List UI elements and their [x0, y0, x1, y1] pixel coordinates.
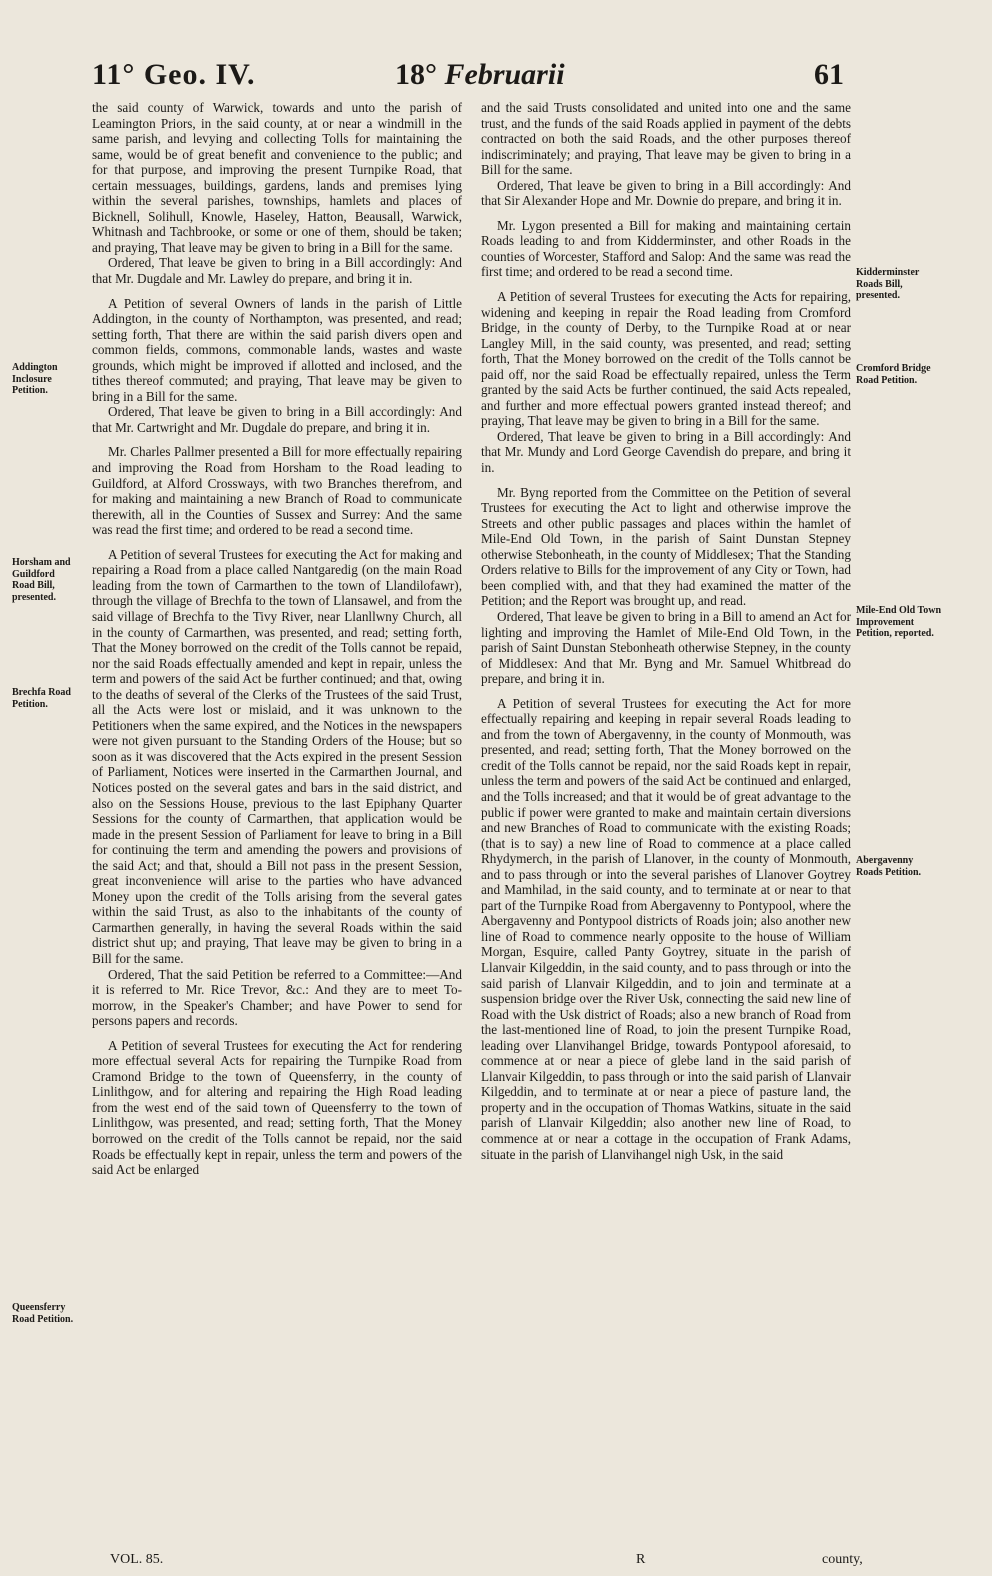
paragraph: A Petition of several Trustees for executing the Acts for repairing, widening and keeping in repair the Road leading from Cromford Bridge, in the county of Derby, to the Turnpike Road at or near Langley Mill, in the said county, was presented, and read; setting forth, That the Money borrowed on the credit of the Tolls cannot be paid off, nor the said Road be effectually repaired, unless the Term granted by the said Acts be further continued, the said Acts repealed, and further and more effectual powers granted instead thereof; and praying, That leave may be given to bring in a Bill for the same. [481, 289, 851, 429]
margin-note-brechfa: Brechfa Road Petition. [12, 687, 71, 710]
paragraph: Mr. Charles Pallmer presented a Bill for more effectually repairing and improving the Road from Horsham to the Road leading to Guildford, at Alford Crossways, with two Branches therefrom, and for making and maintaining a new Branch of Road to communicate therewith, all in the Counties of Sussex and Surrey: And the same was read the first time; and ordered to be read a second time. [92, 444, 462, 538]
paragraph: A Petition of several Trustees for executing the Act for making and repairing a Road from a place called Nantgaredig (on the main Road leading from the town of Carmarthen to the town of Llandilofawr), through the village of Brechfa to the town of Llansawel, and from the said village of Brechfa to the Tivy River, near Llanllwny Church, all in the county of Carmarthen, was presented, and read; setting forth, That the Money borrowed on the credit of the Tolls cannot be repaid, nor the said Roads effectually amended and kept in repair, unless the term and powers of the said Act be further continued; and that, owing to the deaths of several of the Clerks of the Trustees of the said Trust, all the Acts were lost or mislaid, and it was unknown to the Petitioners when the same expired, and the Notices in the newspapers were not given pursuant to the Standing Orders of the House; but so soon as it was discovered that the Acts expired in the present Session of Parliament, Notices were inserted in the Carmarthen Journal, and Notices posted on the several gates and bars in the said district, and also on the Sessions House, previous to the last Epiphany Quarter Sessions for the county of Carmarthen, that application would be made in the present Session of Parliament for leave to bring in a Bill for continuing the term and amending the powers and provisions of the said Act; and that, should a Bill not pass in the present Session, great inconvenience will arise to the parties who have advanced Money upon the credit of the Tolls arising from the several gates within the said Trust, as also to the inhabitants of the county of Carmarthen generally, in having the several Roads within the said district shut up; and praying, That leave may be given to bring in a Bill for the same. [92, 546, 462, 966]
margin-note-mileend: Mile-End Old Town Improvement Petition, reported. [856, 605, 942, 639]
paragraph: Mr. Byng reported from the Committee on the Petition of several Trustees for executing the Act to light and otherwise improve the Streets and other public passages and places within the hamlet of Mile-End Old Town, in the parish of Saint Dunstan Stepney otherwise Stebonheath, in the county of Middlesex; That the Standing Orders relative to Bills for the improvement of any City or Town, had been complied with, and that they had examined the matter of the Petition; and the Report was brought up, and read. [481, 484, 851, 609]
date-number: 18° [395, 58, 437, 91]
page-number: 61 [814, 58, 844, 91]
page-header [0, 58, 992, 102]
paragraph: and the said Trusts consolidated and united into one and the same trust, and the funds of the said Roads applied in payment of the debts contracted on both the said Roads, and the other purposes thereof indiscriminately; and praying, That leave may be given to bring in a Bill for the same. [481, 100, 851, 178]
margin-note-kidderminster: Kidderminster Roads Bill, presented. [856, 267, 920, 301]
margin-note-addington: Addington Inclosure Petition. [12, 362, 58, 396]
reign-heading: 11° Geo. IV. [92, 58, 256, 91]
margin-note-abergavenny: Abergavenny Roads Petition. [856, 855, 921, 878]
paragraph: Ordered, That leave be given to bring in a Bill to amend an Act for lighting and improving the Hamlet of Mile-End Old Town, in the parish of Saint Dunstan Stebonheath otherwise Stepney, in the county of Middlesex: And that Mr. Byng and Mr. Samuel Whitbread do prepare, and bring it in. [481, 608, 851, 687]
paragraph: A Petition of several Owners of lands in the parish of Little Addington, in the county of Northampton, was presented, and read; setting forth, That there are within the said parish divers open and common fields, commons, commonable lands, wastes and waste grounds, which might be improved if allotted and inclosed, and the tithes thereof commuted; and praying, That leave may be given to bring in a Bill for the same. [92, 295, 462, 404]
paragraph: Mr. Lygon presented a Bill for making and maintaining certain Roads leading to and from Kidderminster, and other Roads in the counties of Worcester, Stafford and Salop: And the same was read the first time; and ordered to be read a second time. [481, 217, 851, 280]
paragraph: Ordered, That leave be given to bring in a Bill accordingly: And that Sir Alexander Hope and Mr. Downie do prepare, and bring it in. [481, 177, 851, 209]
paragraph: A Petition of several Trustees for executing the Act for more effectually repairing and keeping in repair several Roads leading to and from the town of Abergavenny, in the county of Monmouth, was presented, and read; setting forth, That the Money borrowed on the credit of the Tolls cannot be repaid, nor the said Roads kept in repair, unless the term and powers of the said Act be continued and enlarged, and the Tolls increased; and that it would be of great advantage to the public if power were granted to make and maintain certain diversions and new Branches of Road to communicate with the existing Roads; (that is to say) a new line of Road to commence at a place called Rhydymerch, in the parish of Llanover, in the county of Monmouth, and to pass through or into the several parishes of Llanover Goytrey and Mamhilad, in the said county, and to terminate at or near to that part of the Turnpike Road from Abergavenny to Pontypool, where the Abergavenny and Pontypool districts of Roads join; also another new line of Road to commence nearly opposite to the house of William Morgan, Esquire, called Panty Goytrey, situate in the parish of Llanvair Kilgeddin, in the said county, and to pass through or into the said parish of Llanvair Kilgeddin, and to join and terminate at a suspension bridge over the River Usk, connecting the said new line of Road with the Usk district of Roads; also a new branch of Road from the last-mentioned line of Road, to join the present Turnpike Road, leading over Llanvihangel Bridge, towards Pontypool aforesaid, to commence at or near a piece of glebe land in the said parish of Llanvair Kilgeddin, to pass through or into the said parish of Llanvair Kilgeddin, and to terminate at or near a piece of pasture land, the property and in the occupation of Thomas Watkins, situate in the said parish of Llanvair Kilgeddin; also another new line of Road, to commence at or near a cottage in the occupation of Frank Adams, situate in the parish of Llanvihangel nigh Usk, in the said [481, 695, 851, 1162]
date-heading [395, 58, 565, 92]
paragraph: Ordered, That leave be given to bring in a Bill accordingly: And that Mr. Cartwright and Mr. Dugdale do prepare, and bring it in. [92, 404, 462, 435]
paragraph: Ordered, That leave be given to bring in a Bill accordingly: And that Mr. Dugdale and Mr. Lawley do prepare, and bring it in. [92, 255, 462, 287]
signature-mark: R [636, 1552, 646, 1567]
paragraph: the said county of Warwick, towards and unto the parish of Leamington Priors, in the said county, at or near a windmill in the same parish, and levying and collecting Tolls for maintaining the same, would be of great benefit and convenience to the public; and for that purpose, and improving the present Turnpike Road, that certain messuages, buildings, gardens, lands and premises lying within the several parishes, townships, hamlets and places of Bicknell, Solihull, Knowle, Haseley, Hatton, Beausall, Warwick, Whitnash and Tachbrooke, or some or one of them, should be taken; and praying, That leave may be given to bring in a Bill for the same. [92, 100, 462, 255]
paragraph: A Petition of several Trustees for executing the Act for rendering more effectual several Acts for repairing the Turnpike Road from Cramond Bridge to the town of Queensferry, in the county of Linlithgow, and for altering and repairing the High Road leading from the west end of the said town of Queensferry to the town of Linlithgow, was presented, and read; setting forth, That the Money borrowed on the credit of the Tolls cannot be repaid, nor the said Roads be effectually kept in repair, unless the term and powers of the said Act be enlarged [92, 1037, 462, 1178]
date-month: Februarii [444, 58, 565, 91]
margin-note-horsham: Horsham and Guildford Road Bill, presented. [12, 557, 71, 603]
paragraph: Ordered, That the said Petition be referred to a Committee:—And it is referred to Mr. Rice Trevor, &c.: And they are to meet To-morrow, in the Speaker's Chamber; and have Power to send for persons papers and records. [92, 966, 462, 1029]
catchword: county, [822, 1552, 863, 1567]
margin-note-queensferry: Queensferry Road Petition. [12, 1302, 74, 1325]
margin-note-cromford: Cromford Bridge Road Petition. [856, 363, 931, 386]
volume-footer: VOL. 85. [110, 1552, 164, 1567]
left-column [92, 100, 462, 1178]
right-column [481, 100, 851, 1162]
paragraph: Ordered, That leave be given to bring in a Bill accordingly: And that Mr. Mundy and Lord George Cavendish do prepare, and bring it in. [481, 428, 851, 476]
